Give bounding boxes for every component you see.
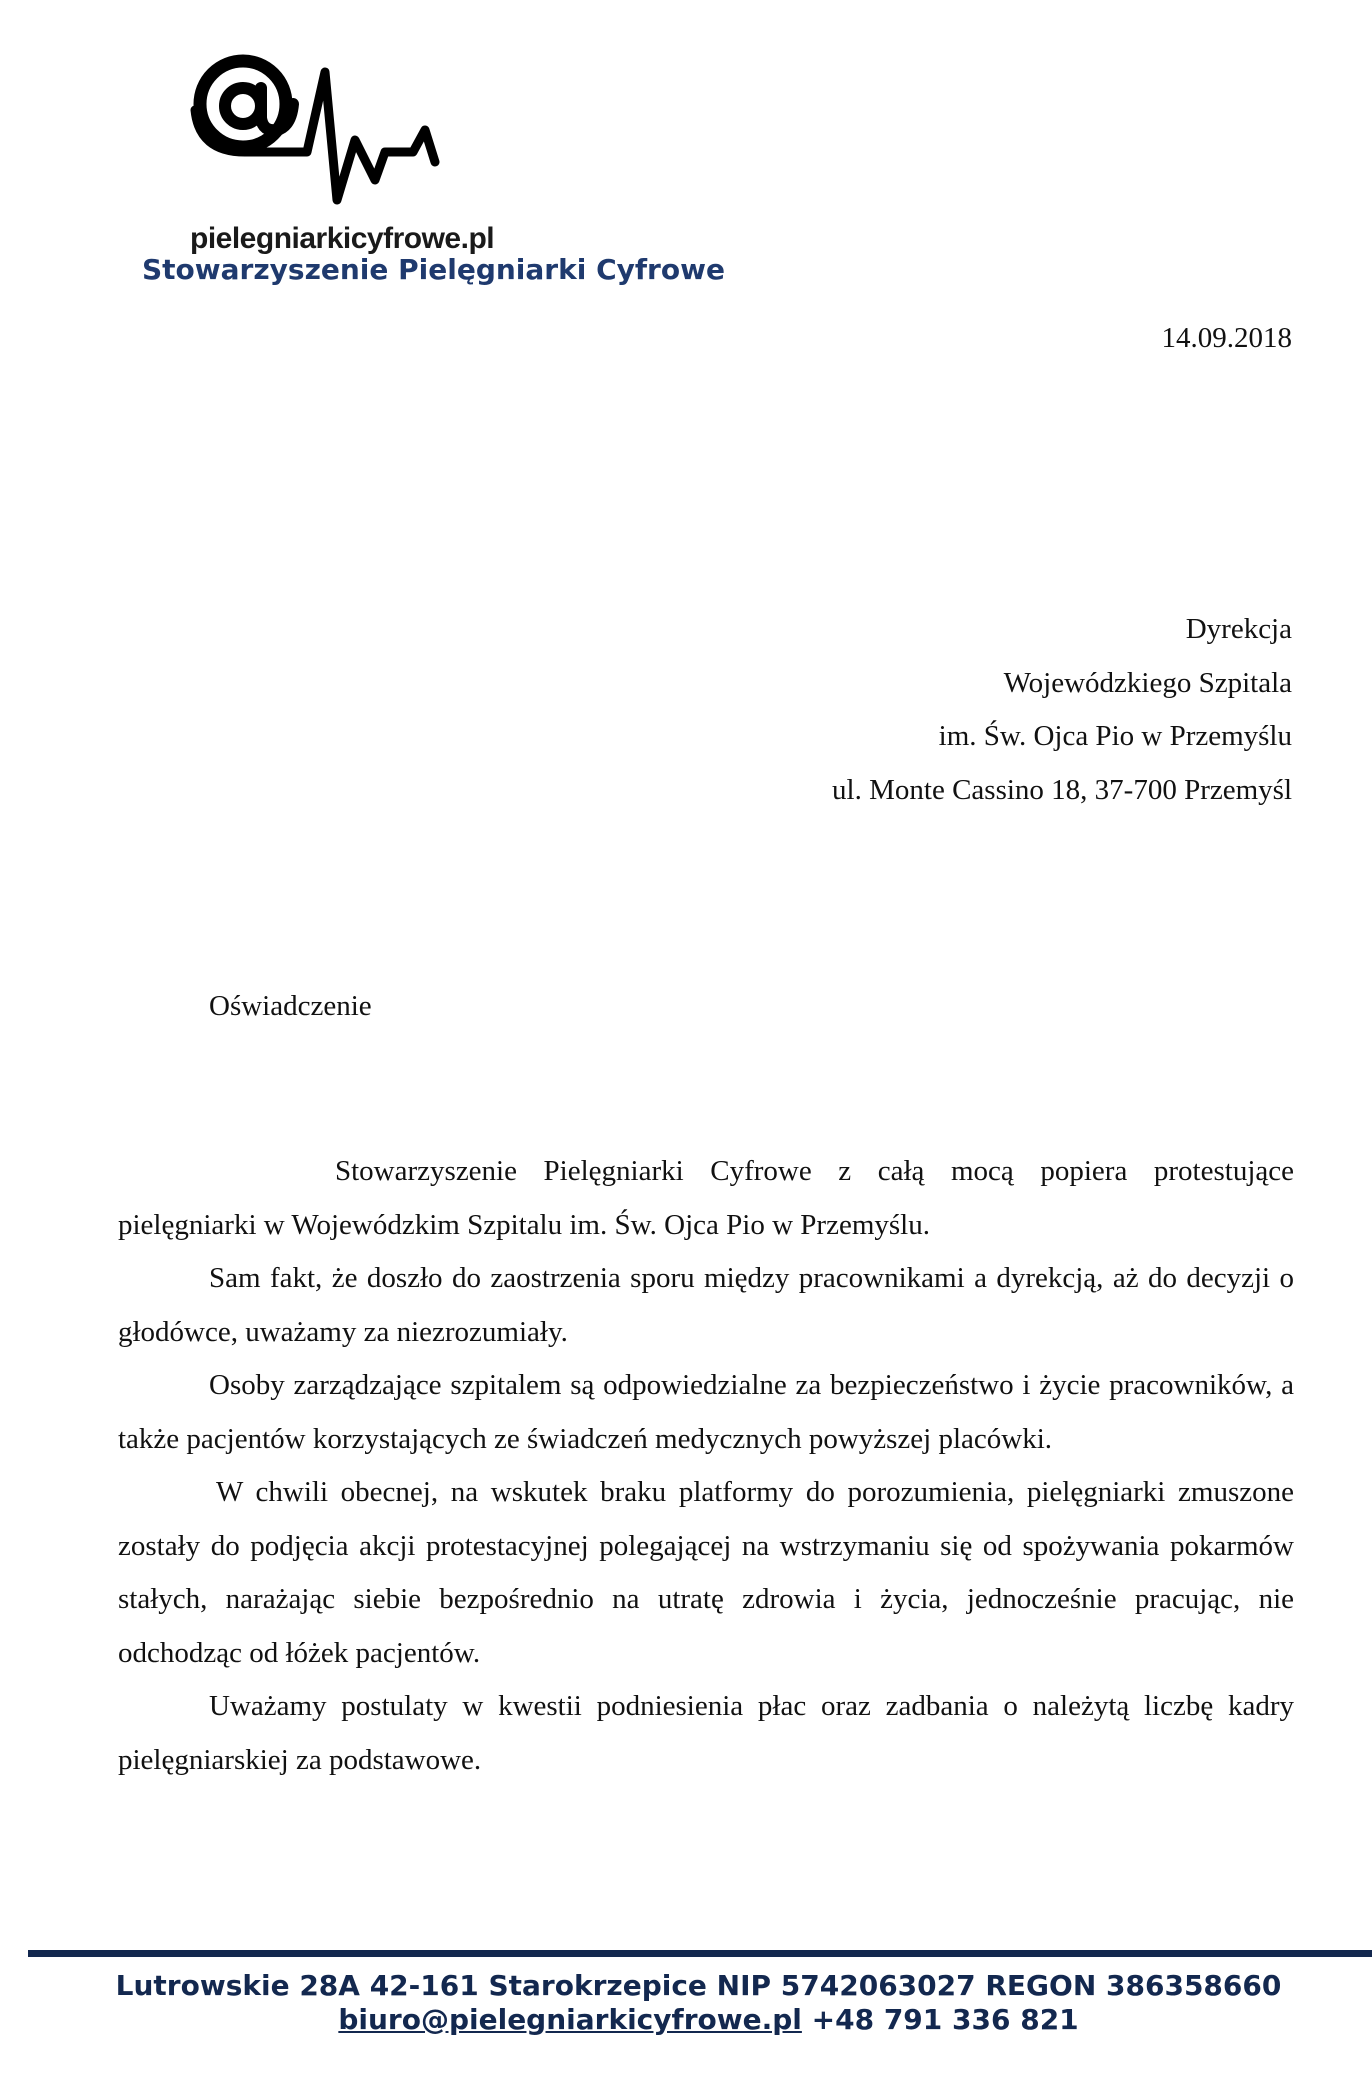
footer-address: Lutrowskie 28A 42-161 Starokrzepice NIP 5742063027 REGON 386358660	[115, 1969, 1282, 2002]
letter-body	[118, 1145, 1294, 1787]
logo-domain-text: pielegniarkicyfrowe.pl	[190, 222, 495, 255]
recipient-line: Wojewódzkiego Szpitala	[1003, 666, 1292, 699]
recipient-address	[832, 603, 1292, 817]
letter-date: 14.09.2018	[1161, 322, 1292, 354]
footer-contact	[0, 2003, 1372, 2036]
footer-divider	[28, 1950, 1372, 1957]
body-paragraph: Stowarzyszenie Pielęgniarki Cyfrowe z całą mocą popiera protestujące pielęgniarki w Wojewódzkim Szpitalu im. Św. Ojca Pio w Przemyślu.	[118, 1155, 1294, 1241]
footer-phone: +48 791 336 821	[811, 2003, 1079, 2036]
letter-heading: Oświadczenie	[209, 990, 372, 1022]
body-paragraph: W chwili obecnej, na wskutek braku platformy do porozumienia, pielęgniarki zmuszone zostały do podjęcia akcji protestacyjnej polegającej na wstrzymaniu się od spożywania pokarmów stałych, narażając siebie bezpośrednio na utratę zdrowia i życia, jednocześnie pracując, nie odchodząc od łóżek pacjentów.	[118, 1476, 1294, 1669]
body-paragraph: Sam fakt, że doszło do zaostrzenia sporu między pracownikami a dyrekcją, aż do decyzji o głodówce, uważamy za niezrozumiały.	[118, 1262, 1294, 1348]
body-paragraph: Uważamy postulaty w kwestii podniesienia płac oraz zadbania o należytą liczbę kadry pielęgniarskiej za podstawowe.	[118, 1690, 1294, 1776]
body-paragraph: Osoby zarządzające szpitalem są odpowiedzialne za bezpieczeństwo i życie pracowników, a także pacjentów korzystających ze świadczeń medycznych powyższej placówki.	[118, 1369, 1294, 1455]
footer-email-link[interactable]: biuro@pielegniarkicyfrowe.pl	[338, 2003, 802, 2036]
recipient-line: ul. Monte Cassino 18, 37-700 Przemyśl	[832, 773, 1292, 806]
recipient-line: Dyrekcja	[1185, 613, 1292, 645]
logo-at-heartbeat-icon	[185, 52, 450, 237]
recipient-line: im. Św. Ojca Pio w Przemyślu	[938, 720, 1292, 752]
organization-name: Stowarzyszenie Pielęgniarki Cyfrowe	[142, 253, 725, 286]
